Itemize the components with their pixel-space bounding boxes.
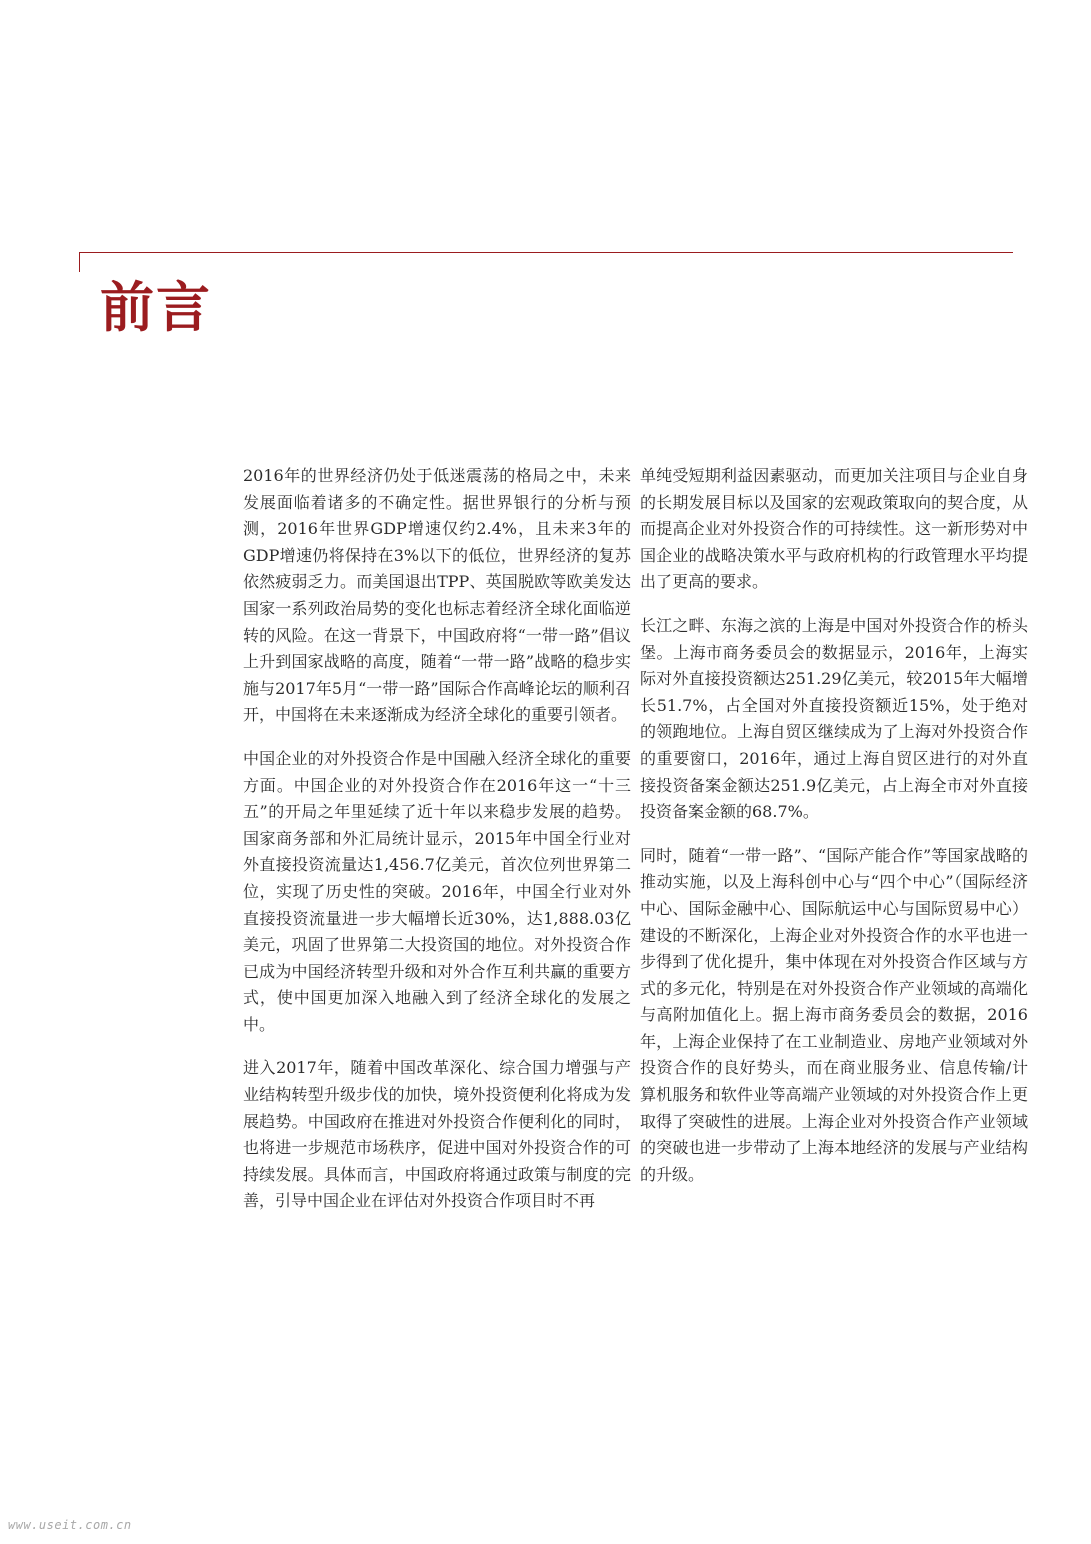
paragraph: 2016年的世界经济仍处于低迷震荡的格局之中，未来发展面临着诸多的不确定性。据世界银行的分析与预测，2016年世界GDP增速仅约2.4%，且未来3年的GDP增速仍将保持在3%以下的低位，世界经济的复苏依然疲弱乏力。而美国退出TPP、英国脱欧等欧美发达国家一系列政治局势的变化也标志着经济全球化面临逆转的风险。在这一背景下，中国政府将“一带一路”倡议上升到国家战略的高度，随着“一带一路”战略的稳步实施与2017年5月“一带一路”国际合作高峰论坛的顺利召开，中国将在未来逐渐成为经济全球化的重要引领者。 <box>243 466 631 725</box>
paragraph: 单纯受短期利益因素驱动，而更加关注项目与企业自身的长期发展目标以及国家的宏观政策取向的契合度，从而提高企业对外投资合作的可持续性。这一新形势对中国企业的战略决策水平与政府机构的行政管理水平均提出了更高的要求。 <box>640 466 1028 592</box>
header-rule <box>79 252 1013 253</box>
paragraph: 中国企业的对外投资合作是中国融入经济全球化的重要方面。中国企业的对外投资合作在2016年这一“十三五”的开局之年里延续了近十年以来稳步发展的趋势。国家商务部和外汇局统计显示，2015年中国全行业对外直接投资流量达1,456.7亿美元，首次位列世界第二位，实现了历史性的突破。2016年，中国全行业对外直接投资流量进一步大幅增长近30%，达1,888.03亿美元，巩固了世界第二大投资国的地位。对外投资合作已成为中国经济转型升级和对外合作互利共赢的重要方式，使中国更加深入地融入到了经济全球化的发展之中。 <box>243 748 631 1034</box>
text-column-right <box>640 463 1028 1205</box>
watermark: www.useit.com.cn <box>8 1518 132 1532</box>
text-column-left <box>243 463 631 1232</box>
paragraph: 长江之畔、东海之滨的上海是中国对外投资合作的桥头堡。上海市商务委员会的数据显示，2016年，上海实际对外直接投资额达251.29亿美元，较2015年大幅增长51.7%，占全国对外直接投资额近15%，处于绝对的领跑地位。上海自贸区继续成为了上海对外投资合作的重要窗口，2016年，通过上海自贸区进行的对外直接投资备案金额达251.9亿美元，占上海全市对外直接投资备案金额的68.7%。 <box>640 615 1028 822</box>
paragraph: 进入2017年，随着中国改革深化、综合国力增强与产业结构转型升级步伐的加快，境外投资便利化将成为发展趋势。中国政府在推进对外投资合作便利化的同时，也将进一步规范市场秩序，促进中国对外投资合作的可持续发展。具体而言，中国政府将通过政策与制度的完善，引导中国企业在评估对外投资合作项目时不再 <box>243 1058 631 1211</box>
header-rule-tick <box>79 252 80 272</box>
paragraph: 同时，随着“一带一路”、“国际产能合作”等国家战略的推动实施，以及上海科创中心与“四个中心”（国际经济中心、国际金融中心、国际航运中心与国际贸易中心）建设的不断深化，上海企业对外投资合作的水平也进一步得到了优化提升，集中体现在对外投资合作区域与方式的多元化，特别是在对外投资合作产业领域的高端化与高附加值化上。据上海市商务委员会的数据，2016年，上海企业保持了在工业制造业、房地产业领域对外投资合作的良好势头，而在商业服务业、信息传输/计算机服务和软件业等高端产业领域的对外投资合作上更取得了突破性的进展。上海企业对外投资合作产业领域的突破也进一步带动了上海本地经济的发展与产业结构的升级。 <box>640 845 1028 1184</box>
page-title: 前言 <box>100 276 212 339</box>
